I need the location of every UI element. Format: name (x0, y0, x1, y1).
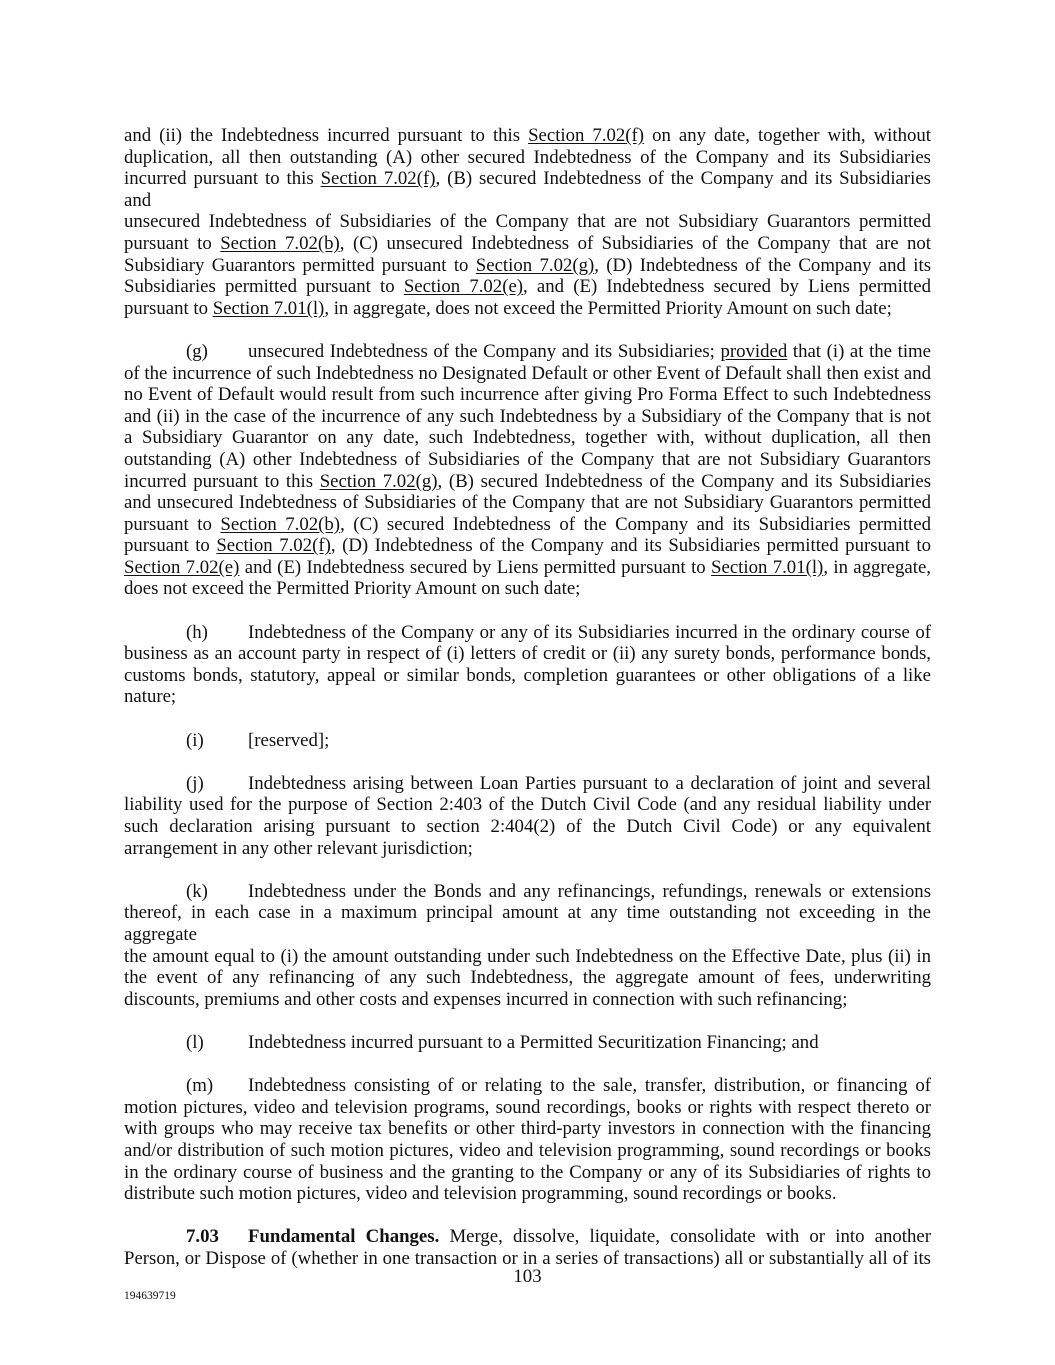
text-line (124, 168, 931, 211)
text-segment: motion pictures, video and television programs, sound recordings, books or rights with respect thereto or (124, 1096, 931, 1118)
text-segment: does not exceed the Permitted Priority Amount on such date; (124, 578, 581, 600)
text-line (124, 233, 931, 255)
text-line (124, 1118, 931, 1140)
text-segment: , (C) unsecured Indebtedness of Subsidiaries of the Company that are not (339, 232, 931, 254)
text-line (124, 147, 931, 169)
text-segment: pursuant to (124, 297, 213, 319)
text-segment: outstanding (A) other Indebtedness of Subsidiaries of the Company that are not Subsidiary Guarantors (124, 448, 931, 470)
text-segment: and unsecured Indebtedness of Subsidiaries of the Company that are not Subsidiary Guarantors permitted (124, 492, 931, 514)
text-segment: customs bonds, statutory, appeal or similar bonds, completion guarantees or other obligations of a like (124, 664, 931, 686)
text-segment: and (E) Indebtedness secured by Liens permitted pursuant to (239, 556, 712, 578)
page-body (124, 125, 931, 1291)
underlined-term: Section 7.01(l) (212, 297, 325, 319)
text-segment: Subsidiaries permitted pursuant to (124, 276, 404, 298)
text-segment: no Event of Default would result from such incurrence after giving Pro Forma Effect to such Indebtedness (124, 384, 931, 406)
bold-heading: Fundamental Changes. (248, 1226, 440, 1248)
text-line (124, 557, 931, 579)
clause-k (124, 881, 931, 1011)
text-segment: [reserved]; (248, 729, 330, 751)
text-segment: , (C) secured Indebtedness of the Company and its Subsidiaries permitted (340, 513, 931, 535)
text-segment: , (D) Indebtedness of the Company and its (594, 254, 931, 276)
text-line (124, 449, 931, 471)
text-line (124, 578, 931, 600)
underlined-term: Section 7.02(g) (475, 254, 595, 276)
text-line (124, 427, 931, 449)
text-segment: Subsidiary Guarantors permitted pursuant to (124, 254, 476, 276)
text-line (124, 902, 931, 945)
page-number: 103 (513, 1266, 542, 1287)
text-line (124, 255, 931, 277)
text-line (124, 816, 931, 838)
text-segment: unsecured Indebtedness of Subsidiaries of the Company that are not Subsidiary Guarantors permitted (124, 211, 931, 233)
text-segment: , (D) Indebtedness of the Company and its Subsidiaries permitted pursuant to (330, 535, 931, 557)
text-segment: with groups who may receive tax benefits or other third-party investors in connection with the financing (124, 1118, 931, 1140)
text-segment: that (i) at the time (787, 340, 931, 362)
text-line (124, 1032, 931, 1054)
clause-label: 7.03 (186, 1226, 219, 1248)
text-line (124, 406, 931, 428)
text-line (124, 622, 931, 644)
clause-label: (l) (186, 1031, 204, 1053)
text-line (124, 492, 931, 514)
text-line (124, 967, 931, 989)
text-segment: in the ordinary course of business and the granting to the Company or any of its Subsidiaries of rights to (124, 1161, 931, 1183)
text-line (124, 341, 931, 363)
text-segment: and/or distribution of such motion pictures, video and television programming, sound recordings or books (124, 1139, 931, 1161)
text-segment: pursuant to (124, 513, 221, 535)
clause-i (124, 730, 931, 752)
text-segment: the amount equal to (i) the amount outstanding under such Indebtedness on the Effective Date, plus (ii) in (124, 945, 931, 967)
clause-label: (k) (186, 880, 208, 902)
text-line (124, 686, 931, 708)
text-segment: arrangement in any other relevant jurisdiction; (124, 837, 473, 859)
text-segment: nature; (124, 686, 177, 708)
section-7-03-fundamental-changes (124, 1226, 931, 1269)
text-line (124, 838, 931, 860)
text-segment: , and (E) Indebtedness secured by Liens permitted (523, 276, 931, 298)
text-segment: and (ii) in the case of the incurrence of any such Indebtedness by a Subsidiary of the Company that is not (124, 405, 931, 427)
text-segment: duplication, all then outstanding (A) other secured Indebtedness of the Company and its Subsidiaries (124, 146, 931, 168)
text-line (124, 471, 931, 493)
text-line (124, 989, 931, 1011)
underlined-term: Section 7.02(f) (320, 168, 436, 190)
underlined-term: Section 7.01(l) (711, 556, 824, 578)
text-segment: of the incurrence of such Indebtedness no Designated Default or other Event of Default shall then exist and (124, 362, 931, 384)
text-segment: pursuant to (124, 535, 217, 557)
text-segment: incurred pursuant to this (124, 168, 321, 190)
text-segment: , in aggregate, (823, 556, 931, 578)
clause-label: (g) (186, 340, 208, 362)
text-line (124, 794, 931, 816)
text-line (124, 881, 931, 903)
text-segment: incurred pursuant to this (124, 470, 320, 492)
clause-g (124, 341, 931, 600)
text-segment: , in aggregate, does not exceed the Permitted Priority Amount on such date; (324, 297, 892, 319)
text-line (124, 946, 931, 968)
text-line (124, 363, 931, 385)
text-segment: such declaration arising pursuant to section 2:404(2) of the Dutch Civil Code) or any equivalent (124, 816, 931, 837)
text-line (124, 298, 931, 320)
text-line (124, 514, 931, 536)
underlined-term: Section 7.02(g) (319, 470, 438, 492)
text-segment: Indebtedness under the Bonds and any refinancings, refundings, renewals or extensions (248, 880, 931, 902)
text-segment: liability used for the purpose of Section 2:403 of the Dutch Civil Code (and any residual liability under (124, 794, 931, 816)
underlined-term: Section 7.02(f) (528, 125, 645, 146)
clause-label: (j) (186, 772, 204, 794)
text-segment: , (B) secured Indebtedness of the Company and its Subsidiaries (437, 470, 931, 492)
clause-label: (i) (186, 729, 204, 751)
underlined-term: Section 7.02(e) (403, 276, 524, 298)
text-line (124, 276, 931, 298)
text-line (124, 1097, 931, 1119)
text-segment: on any date, together with, without (644, 125, 931, 146)
clause-m (124, 1075, 931, 1205)
clause-l (124, 1032, 931, 1054)
clause-j (124, 773, 931, 859)
underlined-term: Section 7.02(e) (124, 556, 240, 578)
text-segment: unsecured Indebtedness of the Company and its Subsidiaries; (248, 340, 721, 362)
clause-f-continuation (124, 125, 931, 319)
clause-label: (m) (186, 1075, 214, 1097)
text-line (124, 1183, 931, 1205)
text-segment: Person, or Dispose of (whether in one transaction or in a series of transactions) all or substantially all of its (124, 1247, 931, 1269)
text-segment: distribute such motion pictures, video and television programming, sound recordings or books. (124, 1183, 837, 1205)
text-segment: Indebtedness arising between Loan Parties pursuant to a declaration of joint and several (248, 772, 931, 794)
text-segment: pursuant to (124, 232, 221, 254)
underlined-term: Section 7.02(f) (216, 535, 331, 557)
text-segment: the event of any refinancing of any such Indebtedness, the aggregate amount of fees, underwriting (124, 967, 931, 989)
text-segment: Indebtedness consisting of or relating to the sale, transfer, distribution, or financing of (248, 1075, 931, 1097)
text-line (124, 1075, 931, 1097)
text-line (124, 773, 931, 795)
clause-h (124, 622, 931, 708)
text-line (124, 1162, 931, 1184)
text-line (124, 1226, 931, 1248)
text-segment: Indebtedness of the Company or any of its Subsidiaries incurred in the ordinary course of (248, 621, 931, 643)
underlined-term: provided (720, 340, 788, 362)
text-line (124, 125, 931, 147)
text-segment: a Subsidiary Guarantor on any date, such Indebtedness, together with, without duplication, all then (124, 427, 931, 449)
text-line (124, 643, 931, 665)
document-id: 194639719 (124, 1290, 176, 1302)
text-segment: , (B) secured Indebtedness of the Company and its Subsidiaries and (124, 168, 931, 211)
underlined-term: Section 7.02(b) (220, 232, 340, 254)
underlined-term: Section 7.02(b) (220, 513, 341, 535)
text-segment: Indebtedness incurred pursuant to a Permitted Securitization Financing; and (248, 1031, 819, 1053)
text-segment: business as an account party in respect of (i) letters of credit or (ii) any surety bonds, performance bonds, (124, 643, 931, 665)
text-line (124, 730, 931, 752)
text-segment: discounts, premiums and other costs and expenses incurred in connection with such refinancing; (124, 988, 848, 1010)
text-line (124, 384, 931, 406)
text-segment: and (ii) the Indebtedness incurred pursuant to this (124, 125, 529, 146)
text-line (124, 1140, 931, 1162)
text-line (124, 211, 931, 233)
clause-label: (h) (186, 621, 208, 643)
text-line (124, 535, 931, 557)
text-line (124, 665, 931, 687)
text-segment: Merge, dissolve, liquidate, consolidate with or into another (439, 1226, 931, 1248)
text-segment: thereof, in each case in a maximum principal amount at any time outstanding not exceeding in the aggregate (124, 902, 931, 945)
